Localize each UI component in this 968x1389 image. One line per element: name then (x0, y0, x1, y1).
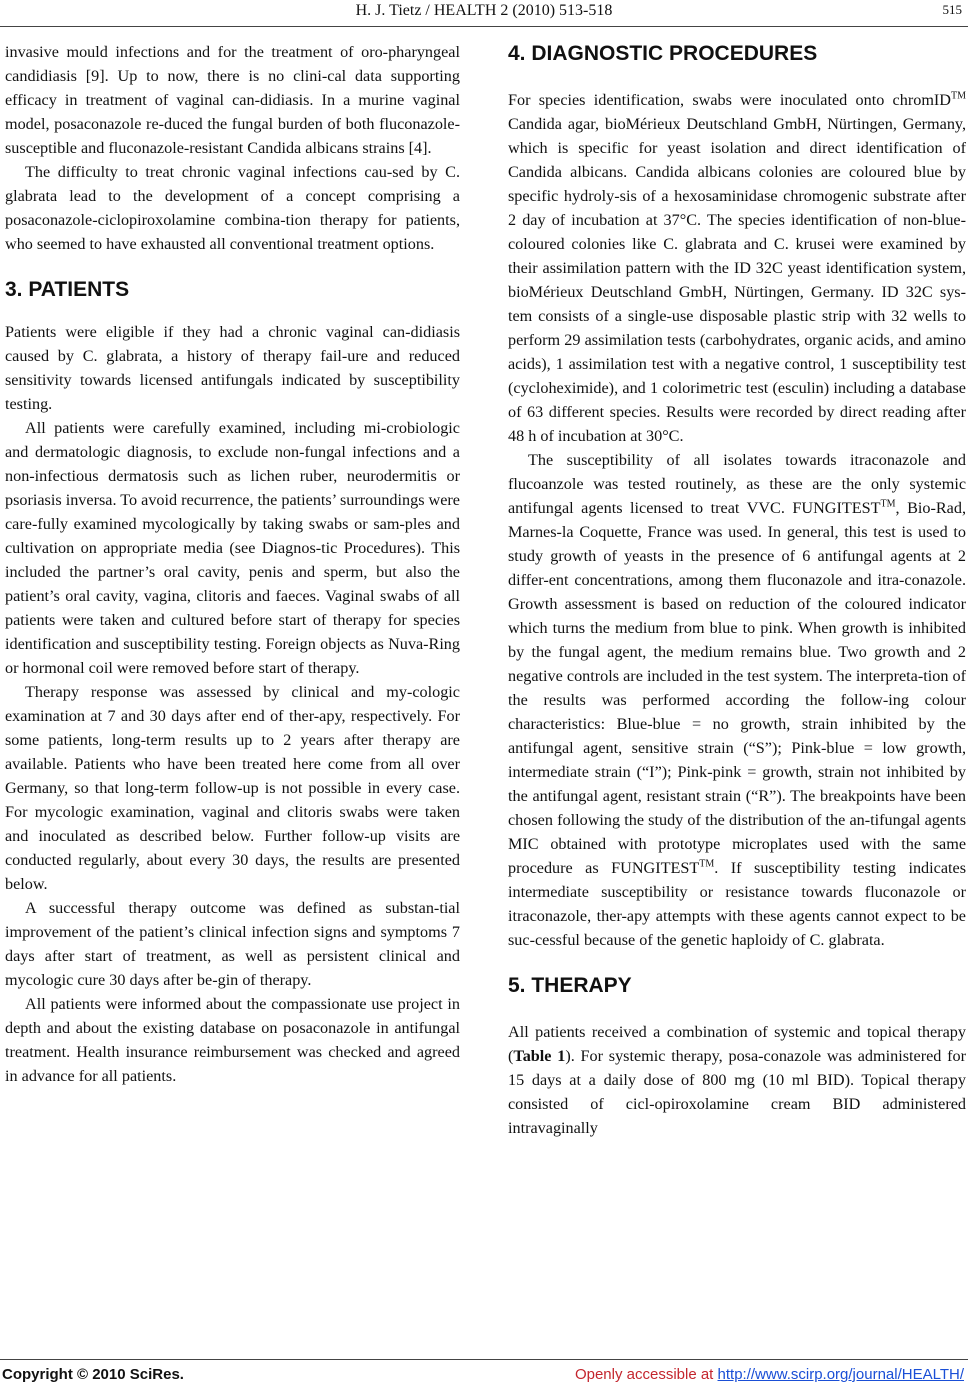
paragraph: Patients were eligible if they had a chronic vaginal can-didiasis caused by C. glabrata, a history of therapy fail-ure and reduced sensitivity towards licensed antifungals indicated by susceptibility testing. (5, 323, 460, 413)
paragraph: The difficulty to treat chronic vaginal infections cau-sed by C. glabrata lead to the development of a concept comprising a posaconazole-ciclopiroxolamine combina-tion therapy for patients, who seemed to have exhausted all conventional treatment options. (5, 163, 460, 253)
left-column (5, 40, 460, 1088)
paragraph: All patients were informed about the compassionate use project in depth and about the existing database on posaconazole in antifungal treatment. Health insurance reimbursement was checked and agreed in advance for all patients. (5, 995, 460, 1085)
paragraph: All patients were carefully examined, including mi-crobiologic and dermatologic diagnosis, to exclude non-fungal infections and a non-infectious dermatosis such as lichen ruber, neurodermitis or psoriasis inversa. To avoid recurrence, the patients’ surroundings were care-fully examined mycologically by taking swabs or sam-ples and cultivation on appropriate media (see Diagnos-tic Procedures). This included the partner’s oral cavity, penis and sperm, but also the patient’s oral cavity, vagina, clitoris and faeces. Vaginal swabs of all patients were taken and cultured before start of therapy for species identification and susceptibility testing. Foreign objects as Nuva-Ring or hormonal coil were removed before start of therapy. (5, 419, 460, 677)
header-rule (0, 26, 968, 27)
footer-rule (0, 1359, 968, 1360)
page-footer (0, 1366, 968, 1388)
paragraph: Therapy response was assessed by clinical and my-cologic examination at 7 and 30 days after end of ther-apy, respectively. For some patients, long-term results up to 2 years after therapy are available. Patients who have been treated here come from all over Germany, so that long-term follow-up is not possible in every case. For mycologic examination, vaginal and clitoris swabs were taken and inoculated as described below. Further follow-up visits are conducted regularly, about every 30 days, the results are presented below. (5, 683, 460, 893)
paragraph: invasive mould infections and for the treatment of oro-pharyngeal candidiasis [9]. Up to now, there is no clini-cal data supporting efficacy in treatment of vaginal can-didiasis. In a murine vaginal model, posaconazole re-duced the fungal burden of both fluconazole-susceptible and fluconazole-resistant Candida albicans strains [4]. (5, 43, 460, 157)
paragraph: The susceptibility of all isolates towards itraconazole and flucoanzole was tested routinely, as these are the only systemic antifungal agents licensed to treat VVC. FUNGITEST™, Bio-Rad, Marnes-la Coquette, France was used. In general, this test is used to study growth of yeasts in the presence of 6 antifungal agents at 2 differ-ent concentrations, among them fluconazole and itra-conazole. Growth assessment is based on reduction of the coloured indicator which turns the medium from blue to pink. When growth is inhibited by the fungal agent, the medium remains blue. Two growth and 2 negative controls are included in the test system. The interpreta-tion of the results was performed according the follow-ing colour characteristics: Blue-blue = no growth, strain inhibited by the antifungal agent, sensitive strain (“S”); Pink-blue = low growth, intermediate strain (“I”); Pink-pink = growth, strain not inhibited by the antifungal agent, resistant strain (“R”). The breakpoints have been chosen following the study of the distribution of the an-tifungal agents MIC obtained with prototype microplates used with the same procedure as FUNGITEST™. If susceptibility testing indicates intermediate susceptibility or resistance towards fluconazole or itraconazole, ther-apy attempts with these agents cannot expect to be suc-cessful because of the genetic haploidy of C. glabrata. (508, 451, 966, 949)
section-heading-diagnostic: 4. DIAGNOSTIC PROCEDURES (508, 42, 818, 65)
journal-url-link[interactable]: http://www.scirp.org/journal/HEALTH/ (717, 1366, 964, 1383)
paragraph: For species identification, swabs were inoculated onto chromID™ Candida agar, bioMérieux Deutschland GmbH, Nürtingen, Germany, which is specific for yeast isolation and direct identification of Candida albicans. Candida albicans colonies are coloured blue by specific hydroly-sis of a hexosaminidase chromogenic substrate after 2 day of incubation at 37°C. The species identification of non-blue-coloured colonies like C. glabrata and C. krusei were examined by their assimilation pattern with the ID 32C yeast identification system, bioMérieux Deutschland GmbH, Nürtingen, Germany. ID 32C sys-tem consists of a single-use disposable plastic strip with 32 wells to perform 29 assimilation tests (carbohydrates, organic acids, and amino acids), 1 assimilation test with a negative control, 1 susceptibility test (cycloheximide), and 1 colorimetric test (esculin) including a database of 63 different species. Results were recorded by direct reading after 48 h of incubation at 30°C. (508, 90, 966, 445)
section-heading-patients: 3. PATIENTS (5, 278, 130, 301)
paragraph: All patients received a combination of systemic and topical therapy (Table 1). For systemic therapy, posa-conazole was administered for 15 days at a daily dose of 800 mg (10 ml BID). Topical therapy consisted of cicl-opiroxolamine cream BID administered intravaginally (508, 1023, 966, 1137)
right-column (508, 40, 966, 1140)
trademark-sup: TM (880, 498, 896, 510)
page-number: 515 (942, 2, 962, 17)
open-access-notice: Openly accessible at http://www.scirp.org/journal/HEALTH/ (574, 1366, 964, 1383)
paragraph: A successful therapy outcome was defined as substan-tial improvement of the patient’s clinical infection signs and symptoms 7 days after start of treatment, as well as persistent clinical and mycologic cure 30 days after be-gin of therapy. (5, 899, 460, 989)
running-header (0, 2, 968, 24)
trademark-sup: TM (951, 90, 966, 102)
section-heading-therapy: 5. THERAPY (508, 974, 632, 997)
running-title: H. J. Tietz / HEALTH 2 (2010) 513-518 (355, 2, 613, 19)
table-reference-link[interactable]: Table 1 (513, 1047, 566, 1065)
copyright-notice: Copyright © 2010 SciRes. (2, 1366, 184, 1383)
trademark-sup: TM (699, 858, 715, 870)
